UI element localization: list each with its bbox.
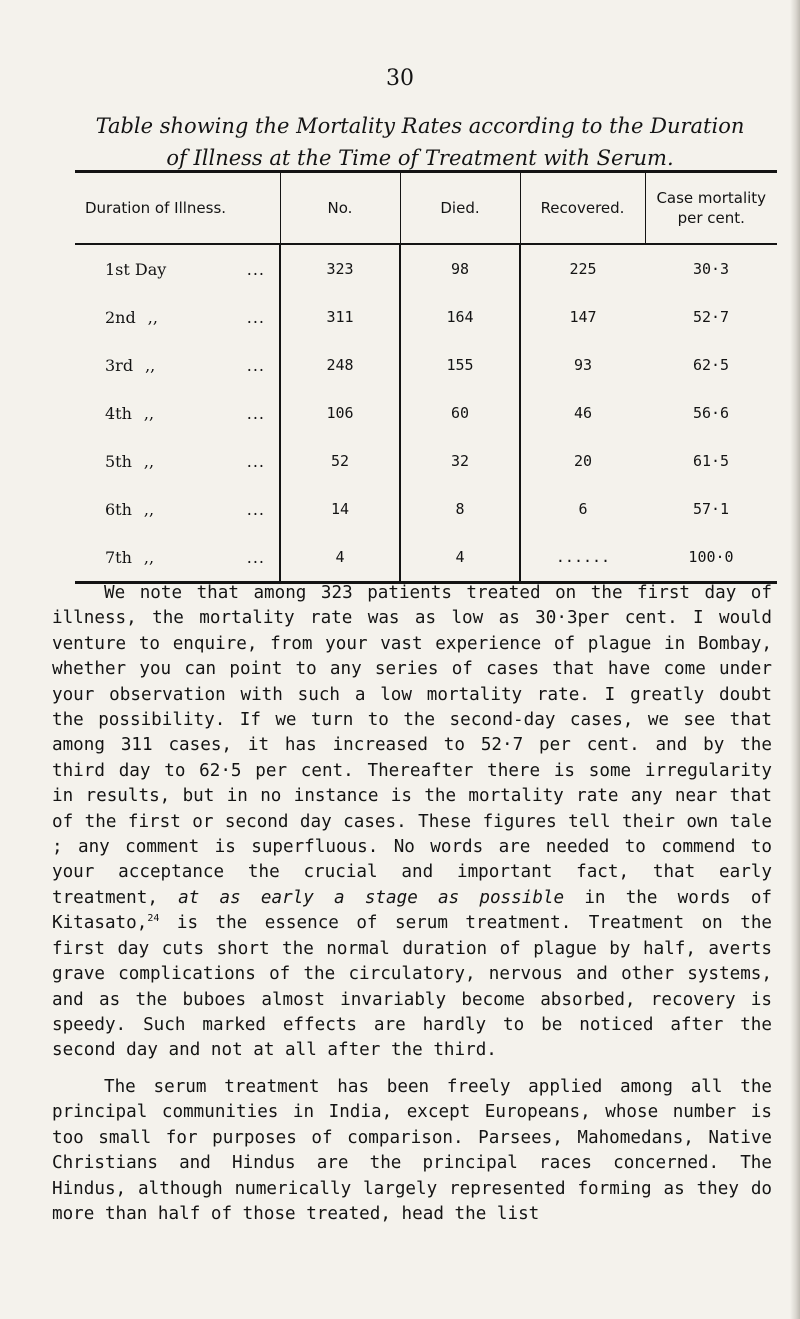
mortality-table <box>75 170 777 584</box>
cell-duration <box>75 437 280 485</box>
cell-died: 164 <box>400 293 520 341</box>
cell-no: 4 <box>280 533 400 583</box>
cell-recovered: 93 <box>520 341 645 389</box>
paragraph-1-text-a: We note that among 323 patients treated on the first day of illness, the mortality rate was as low as 30·3per cent. I would venture to enquire, from your vast experience of plague in Bombay, whether you can point to any series of cases that have come under your observation with such a low mortality rate. I greatly doubt the possibility. If we turn to the second-day cases, we see that among 311 cases, it has increased to 52·7 per cent. and by the third day to 62·5 per cent. Thereafter there is some irregularity in results, but in no instance is the mortality rate any near that of the first or second day cases. These figures tell their own tale ; any comment is superfluous. No words are needed to commend to your acceptance the crucial and important fact, that early treatment, <box>52 583 772 908</box>
leader-dots: ... <box>246 307 265 327</box>
duration-label: 6th <box>105 499 132 519</box>
cell-mortality: 57·1 <box>692 500 730 518</box>
table-title-line-2: of Illness at the Time of Treatment with Serum. <box>166 146 674 170</box>
paragraph-1 <box>52 581 772 1064</box>
table-row <box>75 341 777 389</box>
header-recovered: Recovered. <box>520 172 645 245</box>
header-case-mortality <box>645 172 777 245</box>
cell-died: 155 <box>400 341 520 389</box>
page-number: 30 <box>386 66 414 91</box>
table-row <box>75 485 777 533</box>
duration-label: 4th <box>105 403 132 423</box>
header-duration: Duration of Illness. <box>85 199 227 217</box>
paragraph-2-text: The serum treatment has been freely applied among all the principal communities in India, except Europeans, whose number is too small for purposes of comparison. Parsees, Mahomedans, Native Christians and Hindus are the principal races concerned. The Hindus, although numerically largely represented forming as they do more than half of those treated, head the list <box>52 1077 772 1225</box>
leader-dots: ... <box>246 259 265 279</box>
ditto-mark: ,, <box>143 547 155 567</box>
cell-duration <box>75 293 280 341</box>
cell-died: 98 <box>400 244 520 293</box>
table-row <box>75 437 777 485</box>
cell-no: 323 <box>280 244 400 293</box>
duration-label: 3rd <box>105 355 134 375</box>
ditto-mark: ,, <box>147 307 158 327</box>
duration-label: 5th <box>105 451 132 471</box>
cell-mortality: 56·6 <box>692 404 730 422</box>
paragraph-1-text-b: in the words of Kitasato, <box>52 887 773 934</box>
cell-duration <box>75 389 280 437</box>
cell-recovered: ...... <box>520 533 645 583</box>
table-title-line-1: Table showing the Mortality Rates according to the Duration <box>95 114 745 138</box>
cell-duration <box>75 533 280 583</box>
duration-label: 7th <box>105 547 132 567</box>
leader-dots: ... <box>246 403 265 423</box>
cell-no: 248 <box>280 341 400 389</box>
cell-no: 14 <box>280 485 400 533</box>
page-edge-shadow <box>790 0 800 1319</box>
paragraph-2 <box>52 1075 772 1227</box>
duration-label: 1st Day <box>105 259 167 279</box>
ditto-mark: ,, <box>145 355 156 375</box>
paragraph-1-italic: at as early a stage as possible <box>178 887 565 908</box>
leader-dots: ... <box>246 499 265 519</box>
cell-recovered: 6 <box>520 485 645 533</box>
cell-duration <box>75 485 280 533</box>
header-case-mortality-line-1: Case mortality <box>656 189 767 207</box>
cell-mortality: 100·0 <box>645 533 777 583</box>
ditto-mark: ,, <box>143 499 155 519</box>
cell-mortality: 61·5 <box>692 452 730 470</box>
cell-no: 106 <box>280 389 400 437</box>
cell-died: 32 <box>400 437 520 485</box>
cell-no: 311 <box>280 293 400 341</box>
leader-dots: ... <box>246 547 265 567</box>
cell-mortality: 52·7 <box>692 308 730 326</box>
cell-recovered: 147 <box>520 293 645 341</box>
ditto-mark: ,, <box>143 403 155 423</box>
cell-duration <box>75 341 280 389</box>
cell-died: 8 <box>400 485 520 533</box>
header-died: Died. <box>400 172 520 245</box>
header-case-mortality-line-2: per cent. <box>677 209 745 227</box>
header-no: No. <box>280 172 400 245</box>
cell-recovered: 46 <box>520 389 645 437</box>
cell-mortality: 30·3 <box>692 260 730 278</box>
duration-label: 2nd <box>105 307 136 327</box>
leader-dots: ... <box>246 355 265 375</box>
cell-recovered: 225 <box>520 244 645 293</box>
cell-mortality: 62·5 <box>692 356 730 374</box>
table-row <box>75 389 777 437</box>
paragraph-1-text-c: is the essence of serum treatment. Treatment on the first day cuts short the normal duration of plague by half, averts grave complications of the circulatory, nervous and other systems, and as the buboes almost invariably become absorbed, recovery is speedy. Such marked effects are hardly to be noticed after the second day and not at all after the third. <box>52 913 772 1061</box>
ditto-mark: ,, <box>143 451 155 471</box>
cell-died: 60 <box>400 389 520 437</box>
leader-dots: ... <box>246 451 265 471</box>
cell-duration <box>75 244 280 293</box>
cell-died: 4 <box>400 533 520 583</box>
footnote-reference: 24 <box>147 913 160 925</box>
table-row <box>75 533 777 583</box>
table-header-row <box>75 172 777 245</box>
cell-no: 52 <box>280 437 400 485</box>
table-title <box>80 110 760 174</box>
table-row <box>75 244 777 293</box>
cell-recovered: 20 <box>520 437 645 485</box>
table-row <box>75 293 777 341</box>
